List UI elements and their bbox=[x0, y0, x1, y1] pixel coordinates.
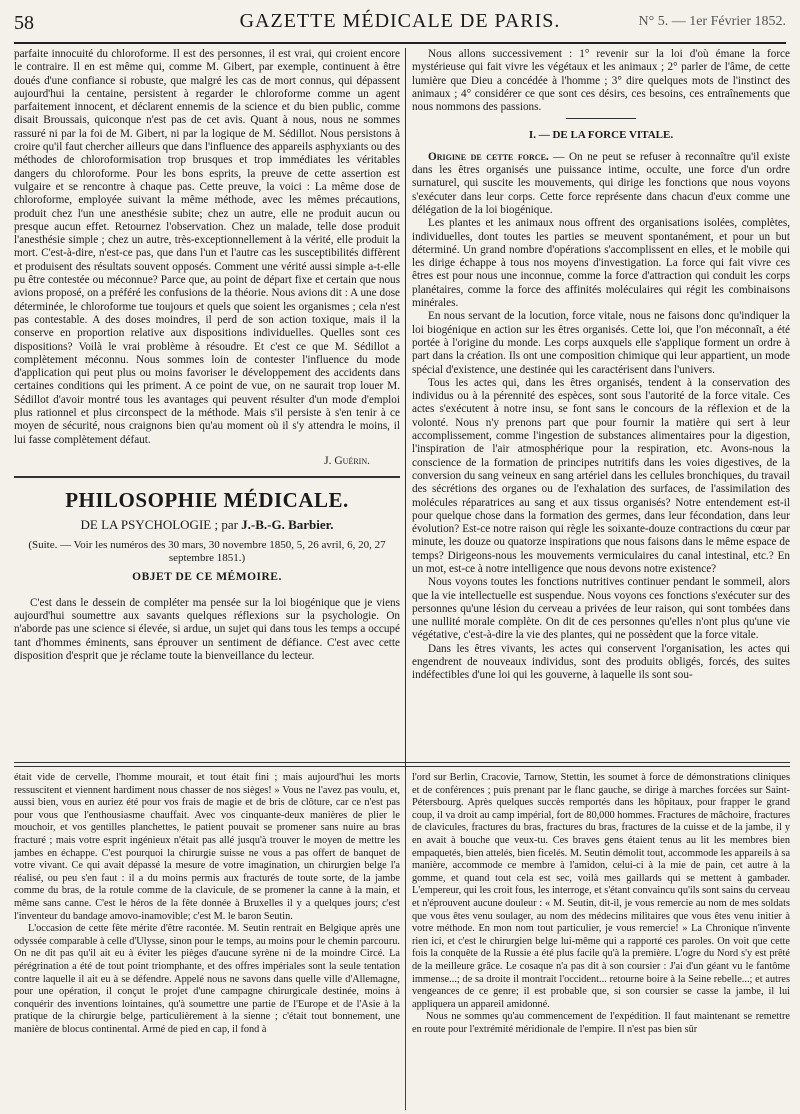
short-divider bbox=[566, 118, 636, 119]
living-beings-paragraph: Dans les êtres vivants, les actes qui conservent l'organisation, les actes qui engendrent de nouveaux individus, sont des produits obligés, forcés, des suites indéfectibles d'une loi qui les gouverne, à laquelle ils sont sou- bbox=[412, 642, 790, 682]
feuilleton-paragraph: Nous ne sommes qu'au commencement de l'expédition. Il faut maintenant se remettre en route pour l'extrémité méridionale de l'empire. Il n'est pas bien sûr bbox=[412, 1011, 790, 1035]
subtitle-text: DE LA PSYCHOLOGIE ; par bbox=[80, 516, 242, 532]
feuilleton-paragraph: L'occasion de cette fête mérite d'être racontée. M. Seutin rentrait en Belgique après une odyssée comparable à celle d'Ulysse, sinon pour le temps, au moins pour le chemin parcouru. On ne dit pas qu'il ait eu à éviter les pièges d'aucune syrène ni de la moindre Circé. La pérégrination a été de tout point triomphante, et des offres impériales sont la seule tentation contre laquelle il ait eu à se défendre. Appelé nous ne savons dans quelle ville d'Allemagne, pour une opération, il conçut le projet d'une campagne chirurgicale destinée, moins à conquérir des inventions lointaines, qu'à soumettre une partie de l'Europe et de l'Asie à la pratique de la chirurgie belge, particulièrement à la sienne ; c'était tout bonnement, une manière de blocus continental. Armé de pied en cap, il fond à bbox=[14, 923, 400, 1035]
feuilleton-rule bbox=[14, 762, 790, 763]
author-signature: J. Guérin. bbox=[324, 454, 370, 467]
article-subtitle bbox=[14, 518, 400, 531]
memoir-objective-heading: OBJET DE CE MÉMOIRE. bbox=[132, 571, 282, 584]
acts-paragraph: Tous les actes qui, dans les êtres organisés, tendent à la conservation des individus ou à la pérennité des espèces, sont sous l'autorité de la force vitale. Ces actes s'exécutent à notre insu, se font sans le concours de la réflexion et de la volonté. Nous n'y prenons part que pour fournir la matière qui sert à leur accomplissement, comme l'ingestion de substances alimentaires pour la digestion, l'inspiration de l'air atmosphérique pour la respiration, etc. Avons-nous la conscience de la formation de principes nutritifs dans les voies digestives, de la conversion du sang veineux en sang artériel dans les cellules bronchiques, du travail des sécrétions des organes ou de l'exhalation des surfaces, de l'assimilation des molécules réparatrices au sang et aux tissus organisés? Notre entendement est-il pour quelque chose dans la formation des germes, dans leur fécondation, dans leur évolution? Est-ce notre raison qui règle les soixante-douze contractions du cœur par minute, les douze ou quatorze inspirations que nous faisons dans le même espace de temps? Dirigeons-nous les mouvements vermiculaires du canal intestinal, etc.? En un mot, est-ce à notre intelligence que nous devons notre existence? bbox=[412, 376, 790, 575]
page-header bbox=[14, 8, 786, 44]
feuilleton-right bbox=[412, 772, 790, 1110]
origin-label: Origine de cette force. bbox=[428, 150, 549, 163]
feuilleton-paragraph: l'ord sur Berlin, Cracovie, Tarnow, Stettin, les soumet à force de démonstrations cliniques et de conférences ; puis prenant par le flanc gauche, se dirige à marches forcées sur Saint-Pétersbourg. Après quelques succès remportés dans les hôpitaux, pour frapper le grand coup, il va droit au camp impérial, fort de 80,000 hommes. Fractures de mâchoire, fractures de clavicules, fractures du bras, fractures du bras, fractures de la cuisse et de la jambe, il y en avait à bouche que veux-tu. Ces braves gens étaient tenus au lit les membres bien empaquetés, bien attelés, bien ficelés. M. Seutin démolit tout, accommode les appareils à sa manière, accommode ce membre à l'amidon, celui-ci à la mie de pain, cet autre à la gomme, et quand tout cela est sec, voilà mes gaillards qui se mettent à gambader. L'empereur, qui les croit fous, les interroge, et s'étant convaincu qu'ils sont sains du cerveau et n'éprouvent aucune douleur : « M. Seutin, dit-il, je vous remercie au nom de mes soldats que vous êtes venu soulager, au nom des médecins militaires que vous êtes venu initier à votre méthode. En mon nom tout particulier, je vous remercie! » La Chronique n'invente rien ici, et c'est le chirurgien belge lui-même qui a rapporté ces paroles. On voit que cette fois la conquête de la Russie a été plus facile qu'à la première. L'ogre du Nord s'y est prêté de la meilleure grâce. Le cosaque n'a pas dit à son coursier : J'ai d'un géant vu le fantôme immense...; de sa droite il montrait l'occident... retourne boire à la Seine rebelle...; et autres vengeances de ce genre; il est probable que, si son coursier se casse la jambe, il lui appliquera un appareil amidonné. bbox=[412, 772, 790, 1010]
origin-paragraph bbox=[412, 151, 790, 217]
locution-paragraph: En nous servant de la locution, force vitale, nous ne faisons donc qu'indiquer la loi biogénique en action sur les êtres organisés. Cette loi, que l'on méconnaît, a été portée à l'origine du monde. Les corps auxquels elle s'applique forment un ordre à part dans la création. Ils ont une composition chimique qui leur appartient, un mode spécial d'existence, une destinée qui les caractérisent dans l'univers. bbox=[412, 310, 790, 376]
plants-animals-paragraph: Les plantes et les animaux nous offrent des organisations isolées, complètes, individuelles, dont toutes les parties se meuvent spontanément, et pour un but déterminé. Un grand nombre d'opérations s'accomplissent en elles, et le mobile qui les dirige échappe à tous nos moyens d'investigation. La force qui fait vivre ces êtres est pour nous une inconnue, comme la force d'attraction qui conduit les corps planétaires, comme la force des affinités moléculaires qui régit les combinaisons minérales. bbox=[412, 217, 790, 310]
feuilleton-divider bbox=[405, 770, 406, 1110]
sleep-paragraph: Nous voyons toutes les fonctions nutritives continuer pendant le sommeil, alors que la vie intellectuelle est suspendue. Nous voyons ces fonctions s'exécuter sur des personnes qu'une lésion du cerveau a privées de leur raison, qui sont tombées dans une nullité morale complète. On dit de ces personnes qu'elles n'ont plus qu'une vie végétative, c'est-à-dire la vie des plantes, qui ne possèdent que la force vitale. bbox=[412, 576, 790, 642]
plan-paragraph: Nous allons successivement : 1° revenir sur la loi d'où émane la force mystérieuse qui fait vivre les végétaux et les animaux ; 2° parler de l'âme, de cette lumière que Dieu a concédée à l'homme ; 3° dire quelques mots de l'instinct des animaux ; 4° considérer ce que sont ces désirs, ces besoins, ces entraînements que nous nommons des passions. bbox=[412, 48, 790, 114]
feuilleton-left bbox=[14, 772, 400, 1110]
newspaper-title: GAZETTE MÉDICALE DE PARIS. bbox=[239, 10, 561, 32]
continuation-note: (Suite. — Voir les numéros des 30 mars, 30 novembre 1850, 5, 26 avril, 6, 20, 27 septembre 1851.) bbox=[28, 538, 386, 565]
intro-paragraph: C'est dans le dessein de compléter ma pensée sur la loi biogénique que je viens aujourd'hui soumettre aux savants quelques réflexions sur la psychologie. On n'aborde pas une science si élevée, si ardue, un sujet qui dans tous les temps a occupé tant d'hommes éminents, sans éprouver un sentiment de défiance. C'est avec cette disposition d'esprit que je réclame toute la bienveillance du lecteur. bbox=[14, 596, 400, 662]
section-separator bbox=[14, 476, 400, 478]
column-divider bbox=[405, 48, 406, 782]
section-title: PHILOSOPHIE MÉDICALE. bbox=[65, 488, 349, 513]
feuilleton-rule-second bbox=[14, 766, 790, 767]
vital-force-heading: I. — DE LA FORCE VITALE. bbox=[528, 129, 674, 142]
issue-date: N° 5. — 1er Février 1852. bbox=[638, 14, 786, 29]
feuilleton-paragraph: était vide de cervelle, l'homme mourait, et tout était fini ; mais aujourd'hui les morts ressuscitent et viennent hardiment nous chasser de nos sièges! » Vous ne l'avez pas voulu, et, aussi bien, vous en auriez été pour vos frais de magie et de bris de clôture, car ce n'est pas pour vous que l'enthousiasme chauffait. Avec vos cinquante-deux manières de plier le mouchoir, et vos gentilles planchettes, le patient pouvait se promener sans nuire au bras fracturé ; mais votre esprit ingénieux n'était pas allé jusqu'à trouver le moyen de mettre les jambes en échappe. C'est pourquoi la chirurgie suisse ne vous a pas offert de banquet de votre vivant. Ce qui avait dépassé la mesure de votre imagination, un chirurgien belge l'a réalisé, ou peu s'en faut : il a du moins permis aux fracturés de toute sorte, de la jambe comme du bras, de la rotule comme de la clavicule, de se promener la canne à la main, et même sans canne. C'est le héros de la fête donnée à Bruxelles il y a quelques jours; c'est l'inventeur du bandage amovo-inamovible; c'est M. le baron Seutin. bbox=[14, 772, 400, 922]
page-number: 58 bbox=[14, 12, 34, 34]
origin-text: — On ne peut se refuser à reconnaître qu'il existe dans les êtres organisés une puissance intime, occulte, une force d'un ordre surnaturel, qui suscite les mouvements, qui dirige les fonctions que nous voyons s'exécuter dans leur corps. Cette force représente dans chacun d'eux comme une délégation de la loi biogénique. bbox=[412, 150, 790, 216]
chloroform-paragraph: parfaite innocuité du chloroforme. Il est des personnes, il est vrai, qui croient encore le contraire. Il en est même qui, comme M. Gibert, par exemple, continuent à être doués d'une confiance si robuste, que malgré les cas de mort connus, qui dépassent aujourd'hui la centaine, persistent à regarder le chloroforme comme un agent parfaitement innocent, et déclarent ennemis de la science et du bien public, comme disait Broussais, quiconque n'est pas de cet avis. Quant à nous, nous ne sommes rassuré ni par la foi de M. Gibert, ni par la logique de M. Sédillot. Nous persistons à croire qu'il faut chercher ailleurs que dans l'influence des appareils asphyxiants ou des méthodes de chloroformisation trop brusques et trop immédiates les véritables dangers du chloroforme. Pour les bons esprits, la preuve de cette assertion est vulgaire et se rencontre à chaque pas. Cette preuve, la voici : La même dose de chloroforme, employée suivant la même méthode, avec les mêmes précautions, produit chez l'un une anesthésie subite; chez un autre, elle ne produit aucun ou presque aucun effet. Retournez l'observation. Chez un malade, telle dose produit l'anesthésie simple ; chez un autre, très-exceptionnellement à la vérité, elle produit la mort. C'est-à-dire, n'est-ce pas, que dans l'un et l'autre cas les susceptibilités diffèrent et produisent des résultats souvent opposés. Comment une vérité aussi simple a-t-elle pu être contestée ou méconnue? Parce que, au point de départ fixe et certain que nous avions proposé, on a préféré les confusions de la théorie. Nous avions dit : A une dose déterminée, le chloroforme tue toujours et quels que soient les organismes ; cela n'est pas contestable. A des doses moindres, il perd de son action toxique, mais il la conserve en proportion relative aux dispositions individuelles. Quelles sont ces dispositions? Voilà le vrai problème à résoudre. Et c'est ce que M. Sédillot a complètement méconnu. Nous sommes loin de contester l'influence du mode d'application qui peut plus ou moins favoriser le développement des accidents dans certaines conditions qui les priment. A ce point de vue, on ne saurait trop louer M. Sédillot d'avoir montré tous les avantages qui peuvent résulter d'un mode d'emploi plus rationnel et plus circonspect de la méthode. Mais s'il persiste à s'en tenir à ce moyen de sécurité, nous craignons bien qu'au moment où il s'y attendra le moins, il lui fasse complètement défaut. bbox=[14, 48, 400, 446]
author-name: J.-B.-G. Barbier. bbox=[241, 516, 334, 532]
